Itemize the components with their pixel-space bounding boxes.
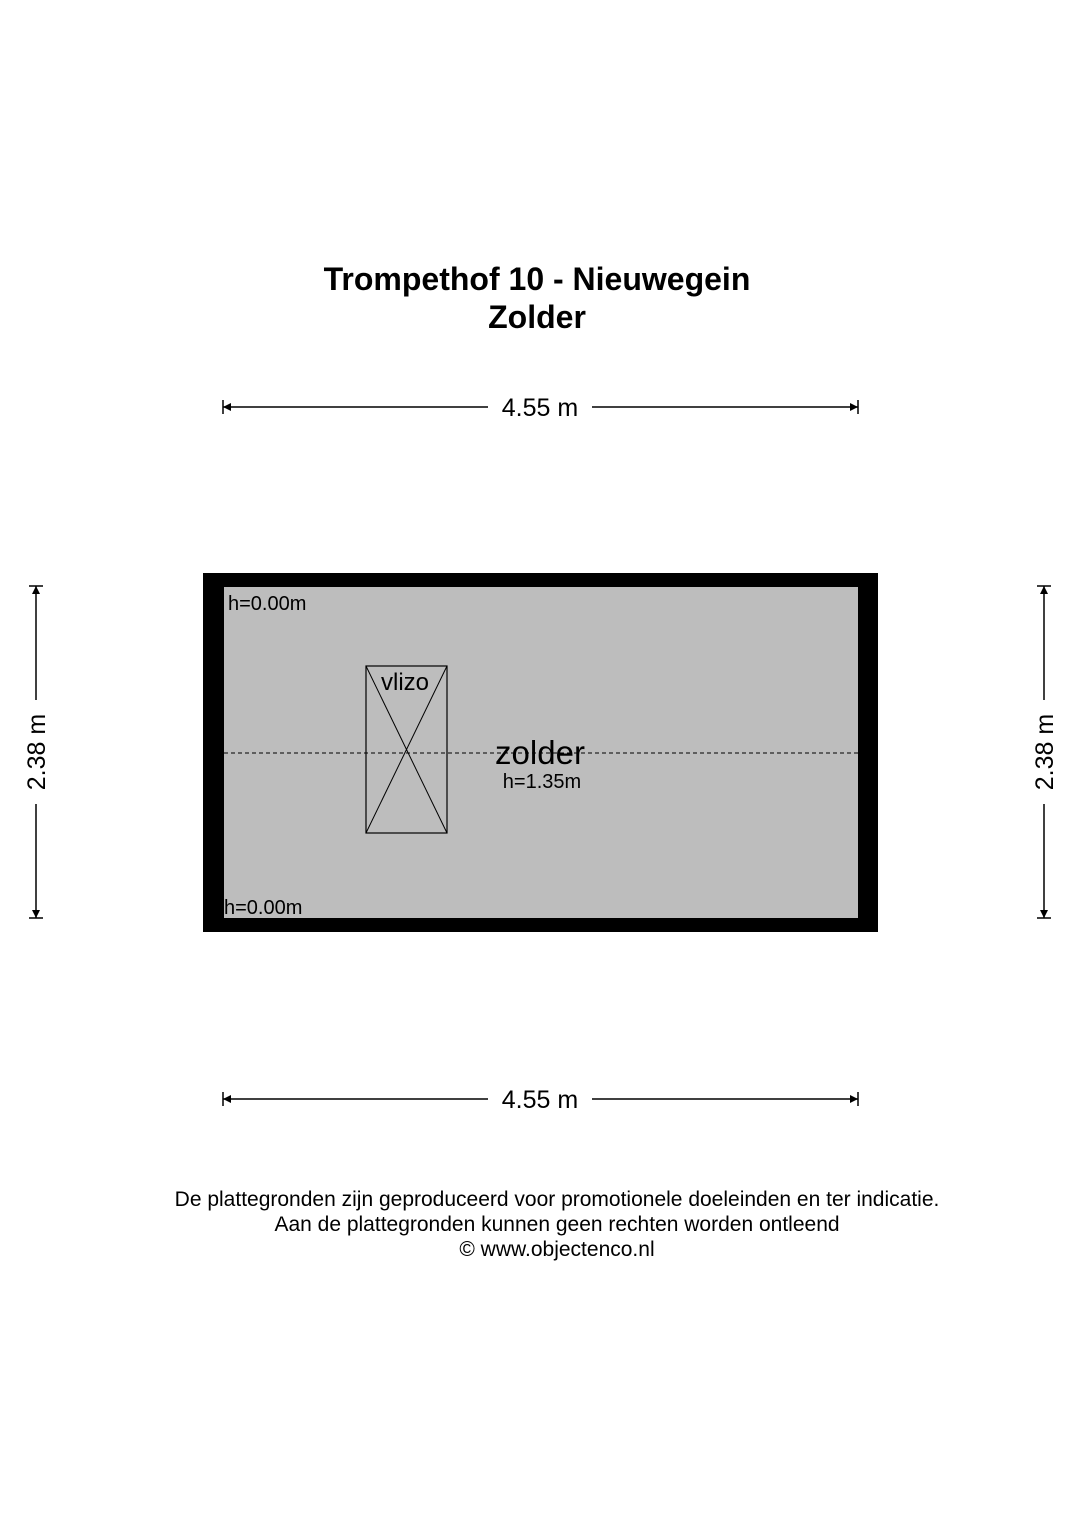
plan-title-floor: Zolder (488, 299, 586, 335)
bottom-width-dimension (223, 1086, 858, 1114)
right-height-dimension (1031, 586, 1059, 918)
room-height: h=1.35m (502, 771, 582, 793)
right-height-label: 2.38 m (1031, 713, 1059, 791)
left-height-dimension (23, 586, 51, 918)
height-label-bottom: h=0.00m (224, 897, 303, 919)
top-width-dimension (223, 394, 858, 422)
disclaimer-line-2: Aan de plattegronden kunnen geen rechten worden ontleend (274, 1213, 840, 1236)
copyright-line: © www.objectenco.nl (459, 1238, 655, 1261)
disclaimer-line-1: De plattegronden zijn geproduceerd voor promotionele doeleinden en ter indicatie. (174, 1188, 940, 1211)
room-name: zolder (495, 734, 585, 771)
top-width-label: 4.55 m (501, 394, 579, 422)
left-height-label: 2.38 m (23, 713, 51, 791)
bottom-width-label: 4.55 m (501, 1086, 579, 1114)
plan-title-address: Trompethof 10 - Nieuwegein (323, 261, 751, 297)
height-label-top: h=0.00m (228, 593, 307, 615)
attic-hatch-label: vlizo (380, 669, 430, 696)
